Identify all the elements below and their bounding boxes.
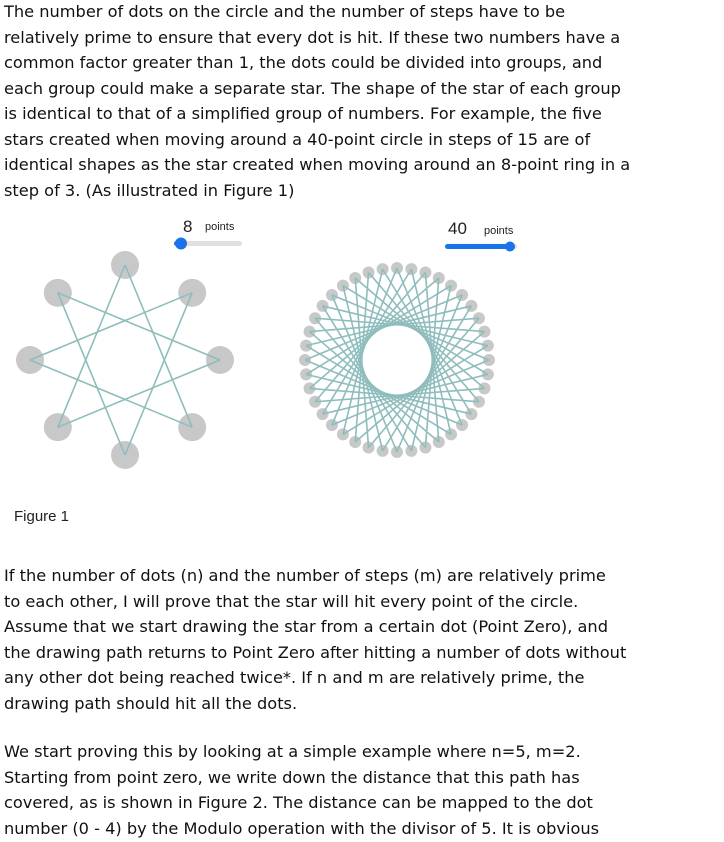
- text-line: each group could make a separate star. The shape of the star of each group: [4, 78, 621, 98]
- text-line: to each other, I will prove that the star will hit every point of the circle.: [4, 591, 579, 611]
- star-8-points: [16, 251, 234, 469]
- text-line: identical shapes as the star created when moving around an 8-point ring in a: [4, 155, 631, 174]
- star-line: [411, 286, 451, 451]
- text-line: number (0 - 4) by the Modulo operation with the divisor of 5. It is obvious: [4, 818, 600, 838]
- text-line: The number of dots on the circle and the number of steps have to be: [4, 2, 566, 21]
- text-line: relatively prime to ensure that every dot is hit. If these two numbers have a: [4, 27, 621, 47]
- slider-value: 8: [183, 217, 193, 236]
- paragraph-intro: [4, 0, 720, 203]
- figure-caption: Figure 1: [14, 508, 70, 525]
- circle-dot: [465, 408, 477, 420]
- slider-value: 40: [448, 219, 467, 238]
- figure-1-graphic: [0, 210, 724, 500]
- text-line: step of 3. (As illustrated in Figure 1): [4, 180, 295, 200]
- text-line: covered, as is shown in Figure 2. The distance can be mapped to the dot: [4, 793, 593, 812]
- paragraph-example: [4, 739, 720, 841]
- text-line: stars created when moving around a 40-point circle in steps of 15 are of: [4, 129, 591, 149]
- circle-dot: [465, 300, 477, 312]
- right-points-slider[interactable]: [445, 219, 517, 252]
- paragraph-proof-intro: [4, 563, 720, 716]
- text-line: Starting from point zero, we write down the distance that this path has: [4, 767, 580, 787]
- slider-handle[interactable]: [175, 238, 187, 250]
- text-line: drawing path should hit all the dots.: [4, 693, 298, 713]
- circle-dot: [317, 300, 329, 312]
- text-line: common factor greater than 1, the dots could be divided into groups, and: [4, 53, 603, 72]
- text-line: If the number of dots (n) and the number of steps (m) are relatively prime: [4, 566, 606, 585]
- text-line: is identical to that of a simplified group of numbers. For example, the five: [4, 104, 602, 123]
- slider-unit-label: points: [484, 225, 514, 237]
- text-line: the drawing path returns to Point Zero after hitting a number of dots without: [4, 642, 627, 662]
- star-40-points: [299, 262, 495, 458]
- slider-unit-label: points: [205, 221, 235, 233]
- circle-dot: [317, 408, 329, 420]
- figure-1: [0, 210, 724, 540]
- slider-handle[interactable]: [505, 242, 515, 252]
- star-line: [306, 374, 471, 414]
- slider-fill: [445, 244, 510, 249]
- text-line: any other dot being reached twice*. If n and m are relatively prime, the: [4, 668, 585, 687]
- star-line: [323, 306, 488, 346]
- star-line: [343, 269, 383, 434]
- left-points-slider[interactable]: [174, 217, 242, 250]
- text-line: Assume that we start drawing the star from a certain dot (Point Zero), and: [4, 617, 608, 636]
- text-line: We start proving this by looking at a simple example where n=5, m=2.: [4, 742, 581, 761]
